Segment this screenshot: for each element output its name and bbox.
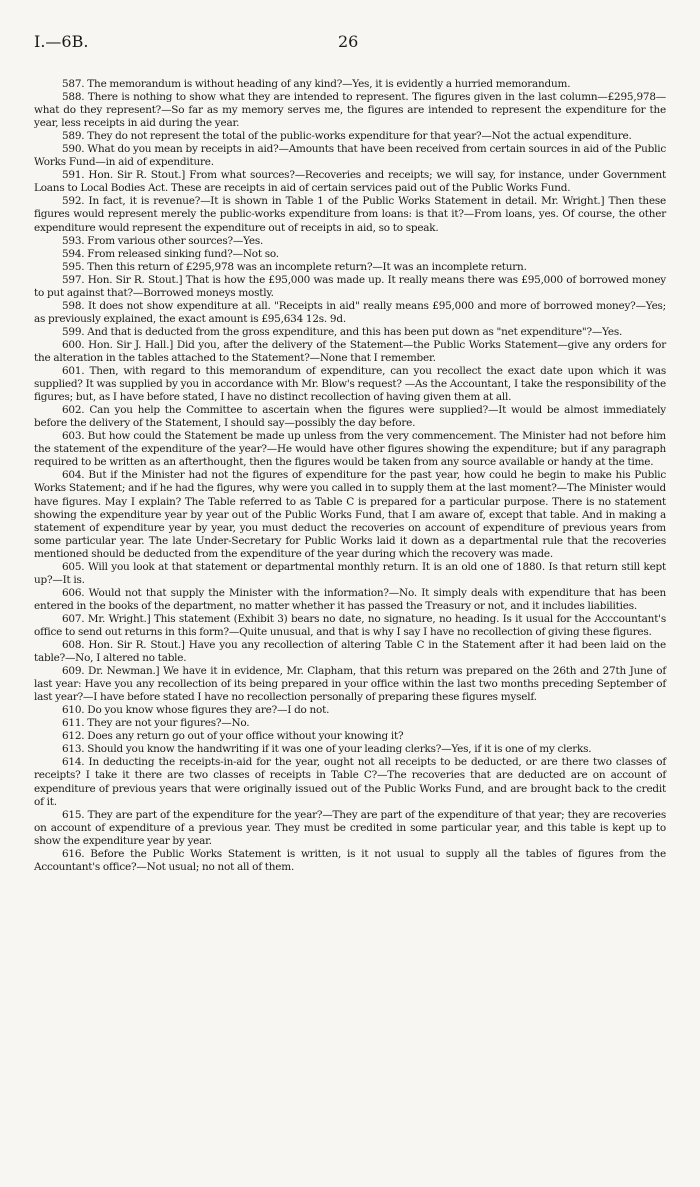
paragraph-604: 604. But if the Minister had not the figures of expenditure for the past year, how could he begin to make his Public Works Statement; and if he had the figures, why were you called in to supply them at the last moment?—The Minister would have figures. May I explain? The Table referred to as Table C is prepared for a particular purpose. There is no statement showing the expenditure year by year out of the Public Works Fund, that I am aware of, except that table. And in making a statement of expenditure year by year, you must deduct the recoveries on account of expenditure of previous years from some particular year. The late Under-Secretary for Public Works laid it down as a departmental rule that the recoveries mentioned should be deducted from the expenditure of the year during which the recovery was made. (34, 469, 666, 560)
paragraph-614: 614. In deducting the receipts-in-aid for the year, ought not all receipts to be deducted, or are there two classes of receipts? I take it there are two classes of receipts in Table C?—The recoveries that are deducted are on account of expenditure of previous years that were originally issued out of the Public Works Fund, and are brought back to the credit of it. (34, 756, 666, 808)
paragraph-615: 615. They are part of the expenditure for the year?—They are part of the expenditure of that year; they are recoveries on account of expenditure of a previous year. They must be credited in some particular year, and this table is kept up to show the expenditure year by year. (34, 808, 666, 847)
paragraph-608: 608. Hon. Sir R. Stout.] Have you any recollection of altering Table C in the Statement after it had been laid on the table?—No, I altered no table. (34, 639, 666, 665)
paragraph-598: 598. It does not show expenditure at all. "Receipts in aid" really means £95,000 and more of borrowed money?—Yes; as previously explained, the exact amount is £95,634 12s. 9d. (34, 299, 666, 325)
paragraph-593: 593. From various other sources?—Yes. (62, 234, 264, 247)
paragraph-613: 613. Should you know the handwriting if it was one of your leading clerks?—Yes, if it is one of my clerks. (62, 743, 592, 756)
paragraph-601: 601. Then, with regard to this memorandum of expenditure, can you recollect the exact date upon which it was supplied? It was supplied by you in accordance with Mr. Blow's request? —As the Accountant, I take the responsibility of the figures; but, as I have before stated, I have no distinct recollection of having given them at all. (34, 365, 666, 404)
paragraph-595: 595. Then this return of £295,978 was an incomplete return?—It was an incomplete return. (62, 260, 527, 273)
paragraph-611: 611. They are not your figures?—No. (62, 717, 250, 730)
paragraph-599: 599. And that is deducted from the gross expenditure, and this has been put down as "net expenditure"?—Yes. (62, 325, 623, 338)
paragraph-609: 609. Dr. Newman.] We have it in evidence, Mr. Clapham, that this return was prepared on the 26th and 27th June of last year: Have you any recollection of its being prepared in your office within the last two months preceding September of last year?—I have before stated I have no recollection personally of preparing these figures myself. (34, 665, 666, 704)
paragraph-616: 616. Before the Public Works Statement is written, is it not usual to supply all the tables of figures from the Accountant's office?—Not usual; no not all of them. (34, 847, 666, 873)
paragraph-612: 612. Does any return go out of your office without your knowing it? (62, 730, 404, 743)
paragraph-591: 591. Hon. Sir R. Stout.] From what sources?—Recoveries and receipts; we will say, for instance, under Government Loans to Local Bodies Act. These are receipts in aid of certain services paid out of the Public Works Fund. (34, 169, 666, 195)
paragraph-590: 590. What do you mean by receipts in aid?—Amounts that have been received from certain sources in aid of the Public Works Fund—in aid of expenditure. (34, 143, 666, 169)
paragraph-607: 607. Mr. Wright.] This statement (Exhibit 3) bears no date, no signature, no heading. Is it usual for the Acccountant's office to send out returns in this form?—Quite unusual, and that is why I say I have no recollection of giving these figures. (34, 612, 666, 638)
paragraph-602: 602. Can you help the Committee to ascertain when the figures were supplied?—It would be almost immediately before the delivery of the Statement, I should say—possibly the day before. (34, 404, 666, 430)
paragraph-600: 600. Hon. Sir J. Hall.] Did you, after the delivery of the Statement—the Public Works Statement—give any orders for the alteration in the tables attached to the Statement?—None that I remember. (34, 338, 666, 364)
paragraph-610: 610. Do you know whose figures they are?—I do not. (62, 704, 330, 717)
document-reference: I.—6B. (34, 32, 89, 51)
paragraph-603: 603. But how could the Statement be made up unless from the very commencement. The Minister had not before him the statement of the expenditure of the year?—He would have other figures showing the expenditure; but if any paragraph required to be written as an afterthought, then the figures would be taken from any source available or handy at the time. (34, 430, 666, 469)
page-number: 26 (338, 32, 359, 51)
paragraph-589: 589. They do not represent the total of the public-works expenditure for that year?—Not the actual expenditure. (62, 130, 632, 143)
evidence-text (34, 78, 666, 874)
paragraph-594: 594. From released sinking fund?—Not so. (62, 247, 279, 260)
page-header (34, 32, 666, 54)
paragraph-605: 605. Will you look at that statement or departmental monthly return. It is an old one of 1880. Is that return still kept up?—It is. (34, 560, 666, 586)
paragraph-587: 587. The memorandum is without heading of any kind?—Yes, it is evidently a hurried memorandum. (62, 78, 571, 90)
paragraph-592: 592. In fact, it is revenue?—It is shown in Table 1 of the Public Works Statement in detail. Mr. Wright.] Then these figures would represent merely the public-works expenditure from loans: is that it?—From loans, yes. Of course, the other expenditure would represent the expenditure out of receipts in aid, so to speak. (34, 195, 666, 234)
paragraph-597: 597. Hon. Sir R. Stout.] That is how the £95,000 was made up. It really means there was £95,000 of borrowed money to put against that?—Borrowed moneys mostly. (34, 273, 666, 299)
paragraph-606: 606. Would not that supply the Minister with the information?—No. It simply deals with expenditure that has been entered in the books of the department, no matter whether it has passed the Treasury or not, and it includes liabilities. (34, 586, 666, 612)
paragraph-588: 588. There is nothing to show what they are intended to represent. The figures given in the last column—£295,978—what do they represent?—So far as my memory serves me, the figures are intended to represent the expenditure for the year, less receipts in aid during the year. (34, 91, 666, 130)
